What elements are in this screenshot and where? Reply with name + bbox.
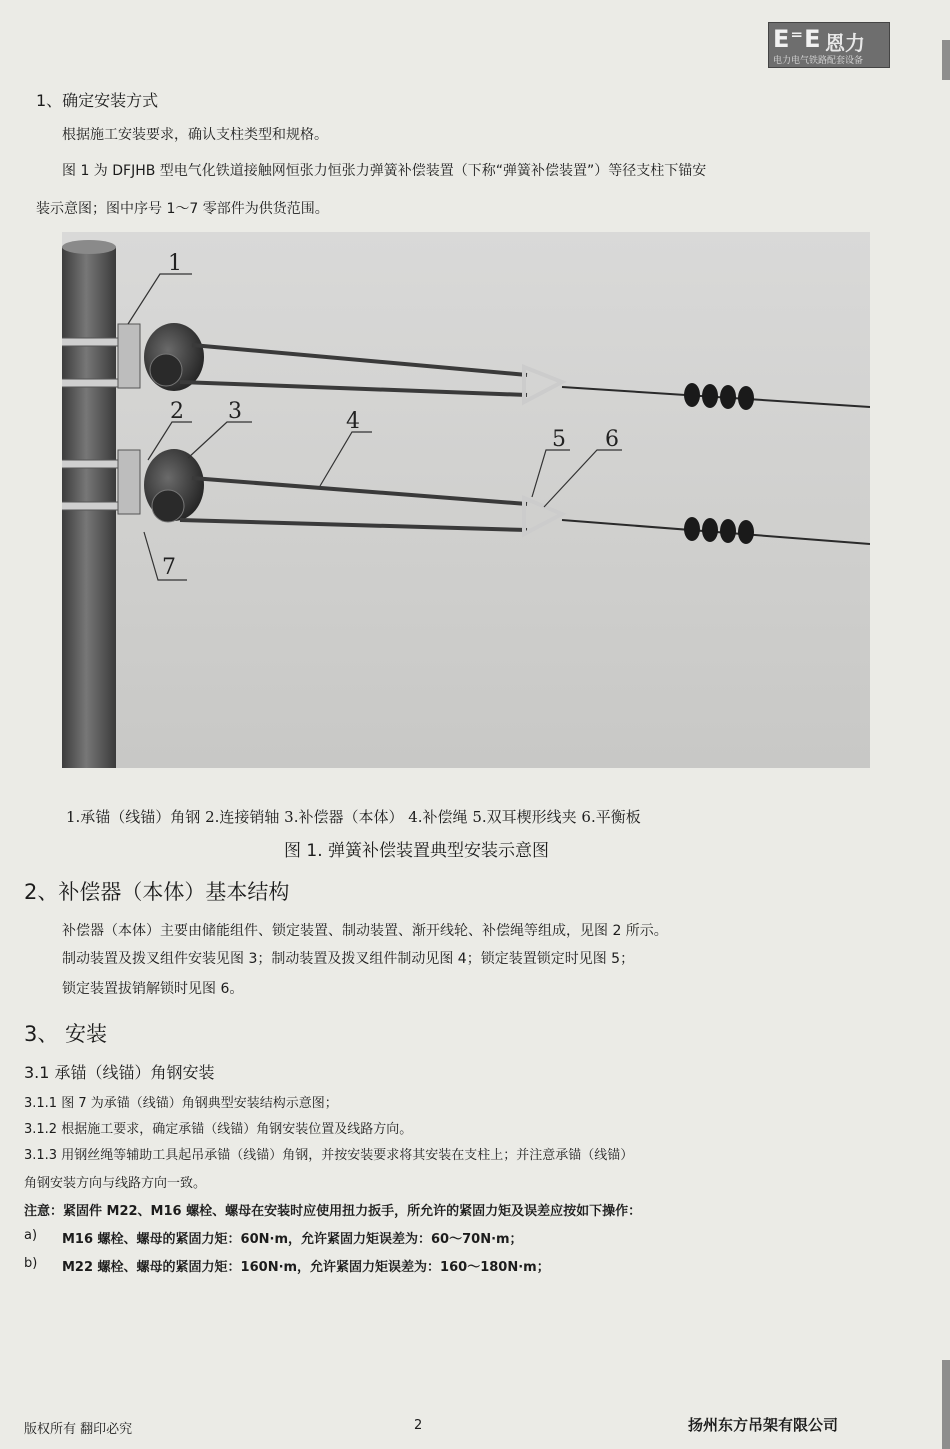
figure-1-parts-caption: 1.承锚（线锚）角钢 2.连接销轴 3.补偿器（本体） 4.补偿绳 5.双耳楔形线夹 6.平衡板 xyxy=(66,808,641,826)
section-3-1-1: 3.1.1 图 7 为承锚（线锚）角钢典型安装结构示意图； xyxy=(24,1096,338,1111)
callout-leaders xyxy=(128,274,622,580)
note-a-text: M16 螺栓、螺母的紧固力矩：60N·m，允许紧固力矩误差为：60～70N·m； xyxy=(62,1232,523,1247)
section-1-paragraph-2-line-1: 图 1 为 DFJHB 型电气化铁道接触网恒张力恒张力弹簧补偿装置（下称“弹簧补偿装置”）等径支柱下锚安 xyxy=(62,163,707,179)
section-3-1-2: 3.1.2 根据施工要求，确定承锚（线锚）角钢安装位置及线路方向。 xyxy=(24,1122,413,1137)
upper-anchor-assembly xyxy=(62,323,870,410)
company-logo xyxy=(768,22,890,68)
note-b-text: M22 螺栓、螺母的紧固力矩：160N·m，允许紧固力矩误差为：160～180N·m； xyxy=(62,1260,550,1275)
section-2-line-3: 锁定装置拔销解锁时见图 6。 xyxy=(62,981,244,997)
logo-word: 恩力 xyxy=(825,31,865,55)
callout-1: 1 xyxy=(168,251,182,276)
section-1-title: 1、确定安装方式 xyxy=(36,91,159,110)
footer-page-number: 2 xyxy=(414,1418,423,1433)
footer-company: 扬州东方吊架有限公司 xyxy=(688,1416,839,1434)
section-2-title: 2、补偿器（本体）基本结构 xyxy=(24,880,290,904)
figure-1-photo xyxy=(62,232,870,768)
section-1-paragraph-2-line-2: 装示意图；图中序号 1～7 零部件为供货范围。 xyxy=(36,201,329,217)
section-2-line-1: 补偿器（本体）主要由储能组件、锁定装置、制动装置、渐开线轮、补偿绳等组成，见图 2 所示。 xyxy=(62,923,668,939)
section-3-1-3-line-1: 3.1.3 用钢丝绳等辅助工具起吊承锚（线锚）角钢，并按安装要求将其安装在支柱上；并注意承锚（线锚） xyxy=(24,1148,634,1163)
callout-2: 2 xyxy=(170,399,184,424)
logo-subtitle: 电力电气铁路配套设备 xyxy=(773,56,864,66)
section-3-title: 3、 安装 xyxy=(24,1022,108,1046)
figure-1-title: 图 1. 弹簧补偿装置典型安装示意图 xyxy=(284,841,550,861)
note-b-label: b) xyxy=(24,1256,38,1271)
section-3-1-title: 3.1 承锚（线锚）角钢安装 xyxy=(24,1063,215,1082)
callout-5: 5 xyxy=(552,427,566,452)
callout-7: 7 xyxy=(162,555,176,580)
callout-3: 3 xyxy=(228,399,242,424)
note-a-label: a) xyxy=(24,1228,38,1243)
figure-1-drawing xyxy=(62,232,870,768)
logo-mark: E⁼E xyxy=(773,25,822,53)
callout-4: 4 xyxy=(346,409,360,434)
section-3-1-3-line-2: 角钢安装方向与线路方向一致。 xyxy=(24,1176,207,1191)
footer-copyright: 版权所有 翻印必究 xyxy=(24,1422,133,1437)
section-1-paragraph-1: 根据施工安装要求，确认支柱类型和规格。 xyxy=(62,127,328,143)
section-2-line-2: 制动装置及拨叉组件安装见图 3；制动装置及拨叉组件制动见图 4；锁定装置锁定时见图 5； xyxy=(62,951,635,967)
lower-anchor-assembly xyxy=(62,449,870,544)
installation-note: 注意：紧固件 M22、M16 螺栓、螺母在安装时应使用扭力扳手，所允许的紧固力矩及误差应按如下操作： xyxy=(24,1204,642,1219)
callout-6: 6 xyxy=(605,427,619,452)
page-edge-mark-top xyxy=(942,40,950,80)
page-edge-mark-bottom xyxy=(942,1360,950,1449)
